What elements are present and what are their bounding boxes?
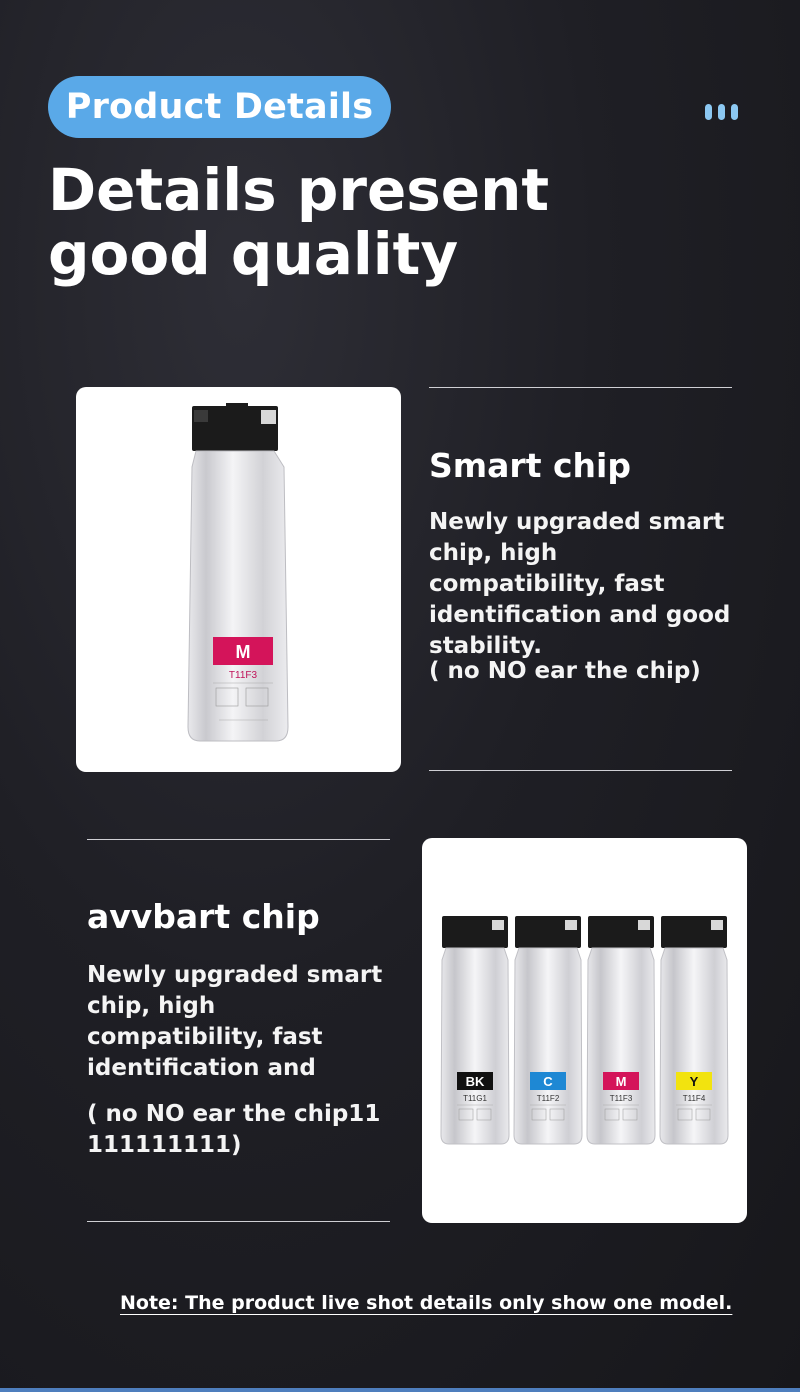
feature-note-avvbart-chip: ( no NO ear the chip11 111111111) [87,1101,381,1158]
cartridge-model: T11F4 [682,1094,706,1103]
cartridge-c [514,916,582,1144]
decorative-dots-icon [705,104,738,120]
cartridge-model: T11F3 [609,1094,633,1103]
headline-line-1: Details present [48,156,550,224]
cartridge-y [660,916,728,1144]
cartridge-color-code: M [615,1074,627,1089]
headline-line-2: good quality [48,220,459,288]
page-headline [48,158,608,286]
cartridge-model: T11F2 [536,1094,560,1103]
cartridge-color-code: BK [465,1074,485,1089]
feature-title-avvbart-chip: avvbart chip [87,897,320,936]
footer-note: Note: The product live shot details only show one model. [120,1292,733,1314]
cartridge-color-code: Y [689,1074,699,1089]
product-details-badge [48,76,391,138]
feature-note-smart-chip: ( no NO ear the chip) [429,658,701,684]
divider-bottom-2 [87,1221,390,1222]
cartridge-model: T11G1 [463,1094,487,1103]
cartridge-m [587,916,655,1144]
divider-top-1 [429,387,732,388]
single-color-code: M [235,642,251,662]
single-model: T11F3 [228,670,258,681]
divider-top-2 [87,839,390,840]
product-details-badge-label: Product Details [65,87,374,127]
product-image-set [422,838,747,1223]
divider-bottom-1 [429,770,732,771]
feature-description-smart-chip: Newly upgraded smart chip, high compatibility, fast identification and good stability. [429,509,731,659]
bottom-accent-bar [0,1388,800,1392]
cartridge-color-code: C [543,1074,553,1089]
cartridge-bk [441,916,509,1144]
product-image-single [76,387,401,772]
feature-description-avvbart-chip: Newly upgraded smart chip, high compatibility, fast identification and [87,962,383,1081]
feature-title-smart-chip: Smart chip [429,446,631,485]
